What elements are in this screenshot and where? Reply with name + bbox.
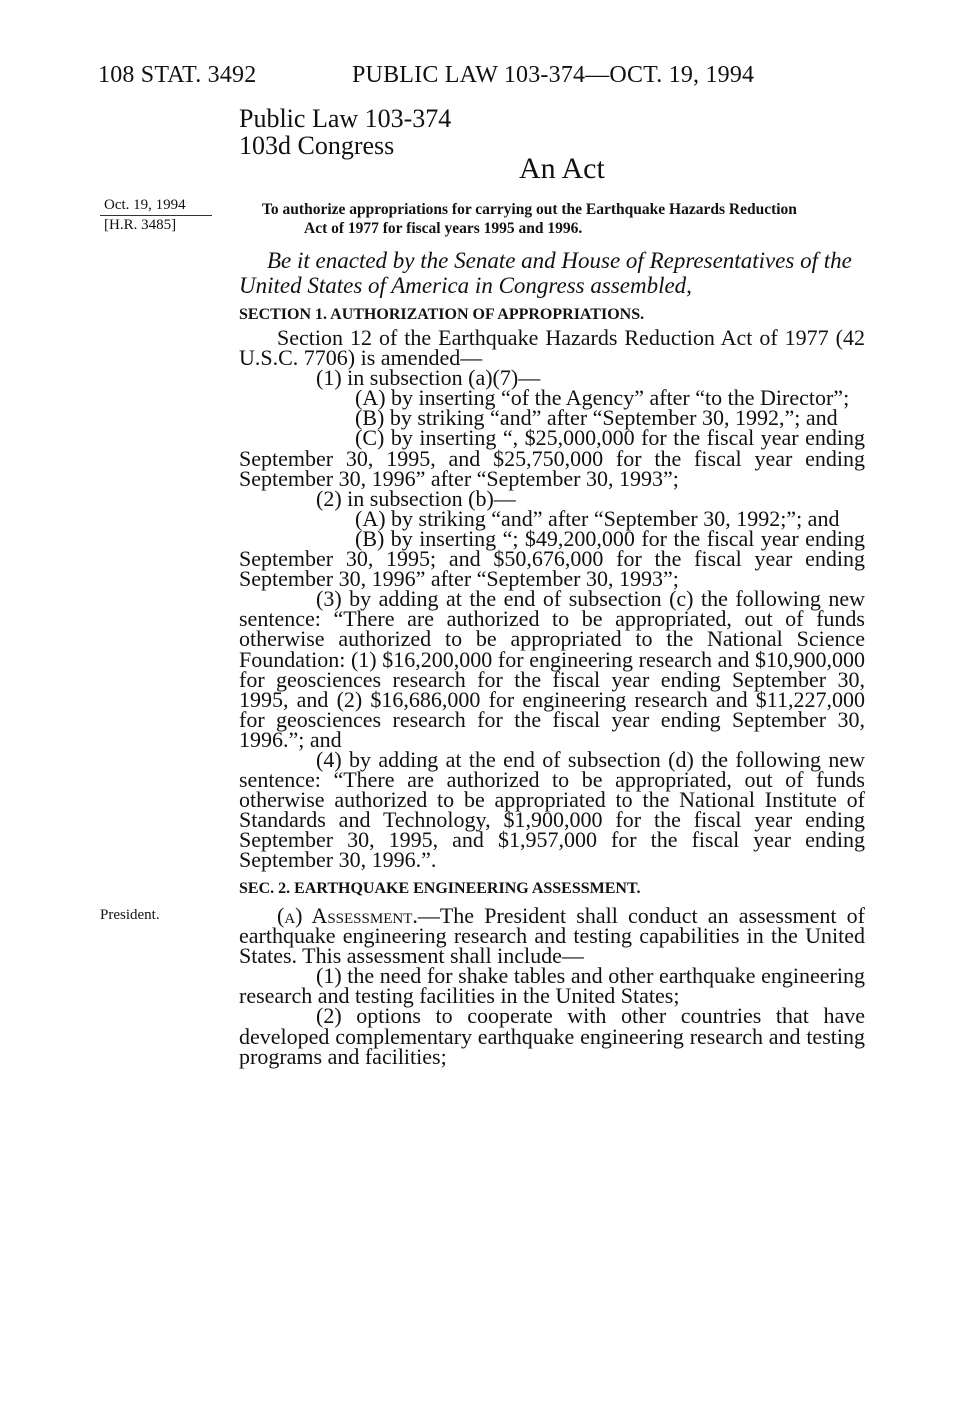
purpose-clause <box>262 200 862 238</box>
paragraph-1-b: (B) by striking “and” after “September 30, 1992,”; and <box>355 405 838 431</box>
section-1-intro: Section 12 of the Earthquake Hazards Reduction Act of 1977 (42 U.S.C. 7706) is amended— <box>239 325 865 371</box>
assessment-item-2: (2) options to cooperate with other countries that have developed complementary earthquake engineering research and testing programs and facilities; <box>239 1003 865 1069</box>
margin-president-note: President. <box>100 907 160 923</box>
subsection-a-text: —The President shall conduct an assessment of earthquake engineering research and testing capabilities in the United States. This assessment shall include— <box>239 903 865 969</box>
assessment-item-1: (1) the need for shake tables and other earthquake engineering research and testing facilities in the United States; <box>239 963 865 1009</box>
paragraph-4: (4) by adding at the end of subsection (d) the following new sentence: “There are authorized to be appropriated, out of funds otherwise authorized to be appropriated to the National Institute of Standards and Technology, $1,900,000 for the fiscal year ending September 30, 1995, and $1,957,000 for the fiscal year ending September 30, 1996.”. <box>239 746 865 873</box>
purpose-line-2: Act of 1977 for fiscal years 1995 and 1996. <box>304 220 583 237</box>
law-citation-header: PUBLIC LAW 103-374—OCT. 19, 1994 <box>352 62 755 88</box>
paragraph-1: (1) in subsection (a)(7)— <box>316 365 541 391</box>
paragraph-2-a: (A) by striking “and” after “September 30, 1992;”; and <box>355 505 840 531</box>
section-2-body <box>239 903 865 1069</box>
paragraph-3: (3) by adding at the end of subsection (c) the following new sentence: “There are authorized to be appropriated, out of funds otherwise authorized to be appropriated to the National Science Foundation: (1) $16,200,000 for engineering research and $10,900,000 for geosciences research for the fiscal year ending September 30, 1995, and (2) $16,686,000 for engineering research and $11,227,000 for geosciences research for the fiscal year ending September 30, 1996.”; and <box>239 586 865 752</box>
paragraph-1-c: (C) by inserting “, $25,000,000 for the fiscal year ending September 30, 1995, and $25,750,000 for the fiscal year ending September 30, 1996” after “September 30, 1993”; <box>239 425 865 491</box>
section-2-heading: SEC. 2. EARTHQUAKE ENGINEERING ASSESSMENT. <box>239 880 641 897</box>
paragraph-1-a: (A) by inserting “of the Agency” after “to the Director”; <box>355 385 850 411</box>
public-law-number: Public Law 103-374 <box>239 104 452 133</box>
enacting-clause: Be it enacted by the Senate and House of Representatives of the United States of America in Congress assembled, <box>239 248 852 298</box>
purpose-line-1: To authorize appropriations for carrying out the Earthquake Hazards Reduction <box>262 201 797 218</box>
margin-date: Oct. 19, 1994 <box>104 197 186 213</box>
subsection-a-label: (a) Assessment. <box>277 903 418 928</box>
paragraph-2: (2) in subsection (b)— <box>316 485 516 511</box>
section-1-heading: SECTION 1. AUTHORIZATION OF APPROPRIATIONS. <box>239 306 645 323</box>
congress-number: 103d Congress <box>239 131 395 160</box>
act-heading: An Act <box>519 152 605 185</box>
margin-bill-number: [H.R. 3485] <box>104 217 177 233</box>
subsection-a <box>239 903 865 969</box>
page-citation: 108 STAT. 3492 <box>98 62 257 88</box>
section-1-body <box>239 325 865 873</box>
paragraph-2-b: (B) by inserting “; $49,200,000 for the fiscal year ending September 30, 1995; and $50,676,000 for the fiscal year ending September 30, 1996” after “September 30, 1993”; <box>239 525 865 592</box>
